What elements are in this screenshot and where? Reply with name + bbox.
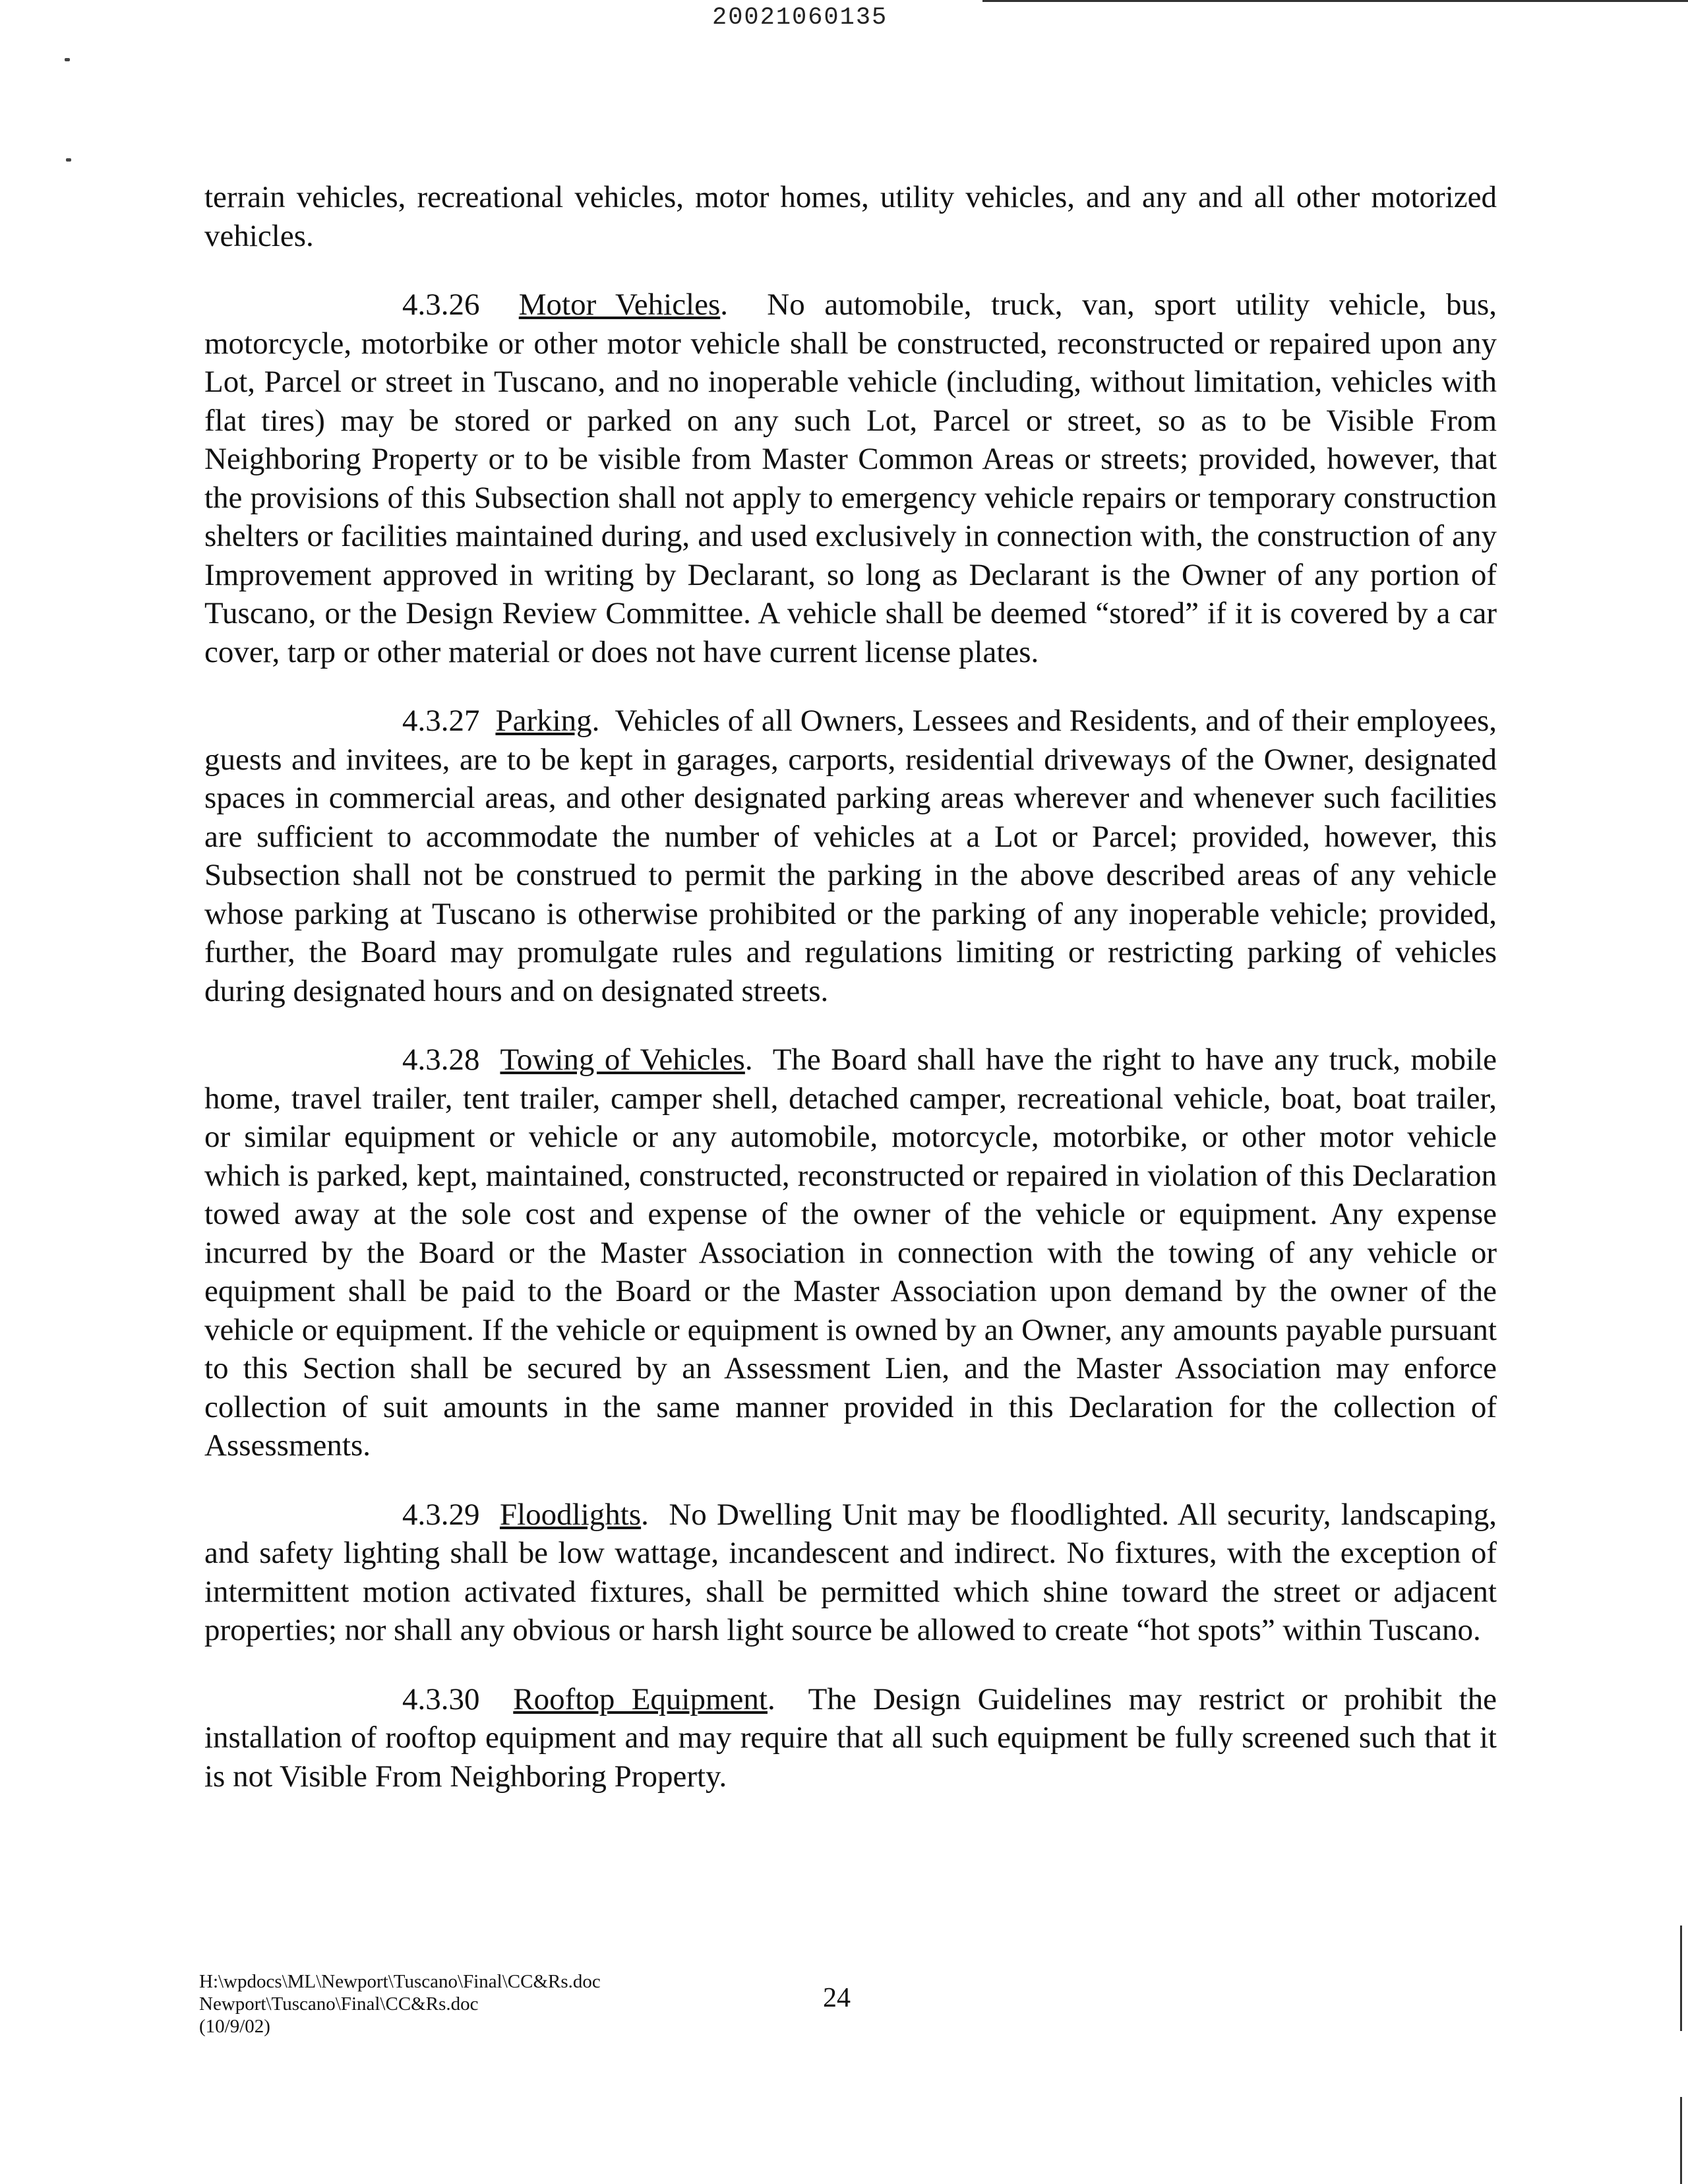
section-heading: Towing of Vehicles [500, 1043, 745, 1077]
section-text: Vehicles of all Owners, Lessees and Residents, and of their employees, guests and invitees, are to be kept in garages, carports, residential driveways of the Owner, designated spaces in commercial areas, and other designated parking areas wherever and whenever such facilities are sufficient to accommodate the number of vehicles at a Lot or Parcel; provided, however, this Subsection shall not be construed to permit the parking in the above described areas of any vehicle whose parking at Tuscano is otherwise prohibited or the parking of any inoperable vehicle; provided, further, the Board may promulgate rules and regulations limiting or restricting parking of vehicles during designated hours and on designated streets. [204, 704, 1497, 1008]
section-4-3-28: 4.3.28 Towing of Vehicles. The Board shall have the right to have any truck, mobile home, travel trailer, tent trailer, camper shell, detached camper, recreational vehicle, boat, boat trailer, or similar equipment or vehicle or any automobile, motorcycle, motorbike, or other motor vehicle which is parked, kept, maintained, constructed, reconstructed or repaired in violation of this Declaration towed away at the sole cost and expense of the owner of the vehicle or equipment. Any expense incurred by the Board or the Master Association in connection with the towing of any vehicle or equipment shall be paid to the Board or the Master Association upon demand by the owner of the vehicle or equipment. If the vehicle or equipment is owned by an Owner, any amounts payable pursuant to this Section shall be secured by an Assessment Lien, and the Master Association may enforce collection of suit amounts in the same manner provided in this Declaration for the collection of Assessments. [204, 1043, 1497, 1463]
section-number: 4.3.28 [402, 1043, 480, 1077]
section-heading: Motor Vehicles [518, 288, 721, 322]
section-text: The Board shall have the right to have any truck, mobile home, travel trailer, tent trailer, camper shell, detached camper, recreational vehicle, boat, boat trailer, or similar equipment or vehicle or any automobile, motorcycle, motorbike, or other motor vehicle which is parked, kept, maintained, constructed, reconstructed or repaired in violation of this Declaration towed away at the sole cost and expense of the owner of the vehicle or equipment. Any expense incurred by the Board or the Master Association in connection with the towing of any vehicle or equipment shall be paid to the Board or the Master Association upon demand by the owner of the vehicle or equipment. If the vehicle or equipment is owned by an Owner, any amounts payable pursuant to this Section shall be secured by an Assessment Lien, and the Master Association may enforce collection of suit amounts in the same manner provided in this Declaration for the collection of Assessments. [204, 1043, 1497, 1463]
section-heading: Rooftop Equipment [513, 1682, 768, 1716]
footer-path-line-1: H:\wpdocs\ML\Newport\Tuscano\Final\CC&Rs.doc [199, 1971, 601, 1992]
document-number: 20021060135 [712, 4, 888, 32]
section-4-3-26: 4.3.26 Motor Vehicles. No automobile, truck, van, sport utility vehicle, bus, motorcycle, motorbike or other motor vehicle shall be constructed, reconstructed or repaired upon any Lot, Parcel or street in Tuscano, and no inoperable vehicle (including, without limitation, vehicles with flat tires) may be stored or parked on any such Lot, Parcel or street, so as to be Visible From Neighboring Property or to be visible from Master Common Areas or streets; provided, however, that the provisions of this Subsection shall not apply to emergency vehicle repairs or temporary construction shelters or facilities maintained during, and used exclusively in connection with, the construction of any Improvement approved in writing by Declarant, so long as Declarant is the Owner of any portion of Tuscano, or the Design Review Committee. A vehicle shall be deemed “stored” if it is covered by a car cover, tarp or other material or does not have current license plates. [204, 288, 1497, 669]
scan-edge-line [1680, 2097, 1682, 2184]
section-number: 4.3.30 [402, 1682, 480, 1716]
section-text: No Dwelling Unit may be floodlighted. All security, landscaping, and safety lighting shall be low wattage, incandescent and indirect. No fixtures, with the exception of intermittent motion activated fixtures, shall be permitted which shine toward the street or adjacent properties; nor shall any obvious or harsh light source be allowed to create “hot spots” within Tuscano. [204, 1497, 1497, 1647]
section-number: 4.3.29 [402, 1497, 480, 1532]
document-body [204, 178, 1497, 1826]
section-text: The Design Guidelines may restrict or prohibit the installation of rooftop equipment and may require that all such equipment be fully screened such that it is not Visible From Neighboring Property. [204, 1682, 1497, 1794]
footer-file-path [199, 1970, 601, 2038]
section-4-3-27: 4.3.27 Parking. Vehicles of all Owners, Lessees and Residents, and of their employees, guests and invitees, are to be kept in garages, carports, residential driveways of the Owner, designated spaces in commercial areas, and other designated parking areas wherever and whenever such facilities are sufficient to accommodate the number of vehicles at a Lot or Parcel; provided, however, this Subsection shall not be construed to permit the parking in the above described areas of any vehicle whose parking at Tuscano is otherwise prohibited or the parking of any inoperable vehicle; provided, further, the Board may promulgate rules and regulations limiting or restricting parking of vehicles during designated hours and on designated streets. [204, 704, 1497, 1008]
scan-edge-line [1680, 1926, 1682, 2031]
section-4-3-30: 4.3.30 Rooftop Equipment. The Design Guidelines may restrict or prohibit the installation of rooftop equipment and may require that all such equipment be fully screened such that it is not Visible From Neighboring Property. [204, 1682, 1497, 1794]
section-heading: Floodlights [499, 1497, 642, 1532]
footer-date: (10/9/02) [199, 2016, 270, 2037]
section-text: No automobile, truck, van, sport utility vehicle, bus, motorcycle, motorbike or other motor vehicle shall be constructed, reconstructed or repaired upon any Lot, Parcel or street in Tuscano, and no inoperable vehicle (including, without limitation, vehicles with flat tires) may be stored or parked on any such Lot, Parcel or street, so as to be Visible From Neighboring Property or to be visible from Master Common Areas or streets; provided, however, that the provisions of this Subsection shall not apply to emergency vehicle repairs or temporary construction shelters or facilities maintained during, and used exclusively in connection with, the construction of any Improvement approved in writing by Declarant, so long as Declarant is the Owner of any portion of Tuscano, or the Design Review Committee. A vehicle shall be deemed “stored” if it is covered by a car cover, tarp or other material or does not have current license plates. [204, 288, 1497, 669]
scan-speck [65, 58, 70, 61]
paragraph-text: terrain vehicles, recreational vehicles, motor homes, utility vehicles, and any and all other motorized vehicles. [204, 180, 1497, 253]
section-number: 4.3.27 [402, 704, 480, 738]
section-4-3-29: 4.3.29 Floodlights. No Dwelling Unit may be floodlighted. All security, landscaping, and safety lighting shall be low wattage, incandescent and indirect. No fixtures, with the exception of intermittent motion activated fixtures, shall be permitted which shine toward the street or adjacent properties; nor shall any obvious or harsh light source be allowed to create “hot spots” within Tuscano. [204, 1497, 1497, 1647]
section-number: 4.3.26 [402, 288, 480, 322]
footer-path-line-2: Newport\Tuscano\Final\CC&Rs.doc [199, 1993, 479, 2015]
scan-speck [66, 158, 71, 162]
page-number: 24 [823, 1983, 851, 2013]
top-rule [982, 0, 1688, 2]
paragraph-continuation [204, 178, 1497, 255]
section-heading: Parking [495, 704, 592, 738]
